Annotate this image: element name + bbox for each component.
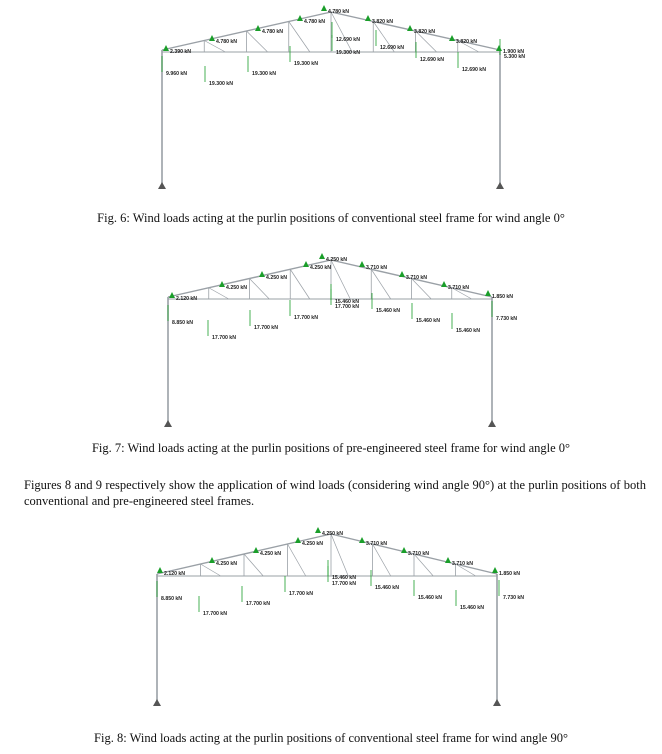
load-label: 5.300 kN xyxy=(504,54,526,60)
right-support-icon xyxy=(496,182,504,189)
load-arrow-up-icon xyxy=(492,567,498,573)
load-label: 15.460 kN xyxy=(456,328,480,334)
load-arrow-up-icon xyxy=(401,547,407,553)
load-label: 2.120 kN xyxy=(164,571,186,577)
load-label: 19.300 kN xyxy=(336,50,360,56)
load-label: 4.250 kN xyxy=(310,265,332,271)
load-5 xyxy=(248,56,276,77)
web-diagonal xyxy=(331,12,352,52)
web-diagonal xyxy=(373,544,391,576)
load-12 xyxy=(376,30,404,51)
load-label: 3.710 kN xyxy=(448,285,470,291)
load-15 xyxy=(441,281,469,291)
web-diagonal xyxy=(331,534,348,576)
web-diagonal xyxy=(250,279,270,300)
load-1 xyxy=(157,581,182,602)
web-diagonal xyxy=(412,279,432,300)
load-14 xyxy=(412,303,440,324)
load-arrow-up-icon xyxy=(485,290,491,296)
fig7-caption: Fig. 7: Wind loads acting at the purlin positions of pre-engineered steel frame for wind angle 0° xyxy=(91,441,571,455)
load-label: 7.730 kN xyxy=(496,316,518,322)
load-label: 4.250 kN xyxy=(260,551,282,557)
load-label: 4.250 kN xyxy=(326,257,348,263)
load-label: 2.390 kN xyxy=(170,49,192,55)
load-label: 8.850 kN xyxy=(161,596,183,602)
load-label: 4.780 kN xyxy=(304,19,326,25)
load-label: 3.710 kN xyxy=(406,275,428,281)
fig8-caption: Fig. 8: Wind loads acting at the purlin positions of conventional steel frame for wind angle 90° xyxy=(94,731,568,745)
load-arrow-up-icon xyxy=(157,567,163,573)
web-diagonal xyxy=(331,260,350,299)
web-diagonal xyxy=(244,554,263,576)
load-label: 17.700 kN xyxy=(294,315,318,321)
right-support-icon xyxy=(488,420,496,427)
figure-6 xyxy=(0,0,662,200)
load-label: 7.730 kN xyxy=(503,595,525,601)
load-arrow-up-icon xyxy=(407,25,413,31)
load-9 xyxy=(328,560,356,581)
load-16 xyxy=(456,590,484,611)
load-11 xyxy=(359,537,387,547)
load-arrow-up-icon xyxy=(359,261,365,267)
load-arrow-up-icon xyxy=(209,557,215,563)
load-label: 15.460 kN xyxy=(418,595,442,601)
load-arrow-up-icon xyxy=(303,261,309,267)
load-label: 12.690 kN xyxy=(380,45,404,51)
load-label: 15.460 kN xyxy=(332,575,356,581)
load-label: 17.700 kN xyxy=(203,611,227,617)
load-7 xyxy=(290,300,318,321)
load-18 xyxy=(492,301,517,322)
load-label: 15.460 kN xyxy=(416,318,440,324)
load-11 xyxy=(359,261,387,271)
svg-fig7-frame xyxy=(164,260,496,427)
load-label: 3.710 kN xyxy=(452,561,474,567)
load-3 xyxy=(208,320,236,341)
load-16 xyxy=(452,313,480,334)
load-label: 4.250 kN xyxy=(216,561,238,567)
load-3 xyxy=(199,596,227,617)
load-label: 2.120 kN xyxy=(176,296,198,302)
load-label: 8.850 kN xyxy=(172,320,194,326)
fig6-caption: Fig. 6: Wind loads acting at the purlin positions of conventional steel frame for wind angle 0° xyxy=(97,211,565,225)
load-label: 3.820 kN xyxy=(414,29,436,35)
load-label: 3.710 kN xyxy=(366,541,388,547)
body-paragraph: Figures 8 and 9 respectively show the application of wind loads (considering wind angle 90°) at the purlin positions of both conventional and pre-engineered steel frames. xyxy=(24,478,646,508)
load-arrow-up-icon xyxy=(359,537,365,543)
load-7 xyxy=(290,46,318,67)
load-arrow-up-icon xyxy=(441,281,447,287)
load-label: 17.700 kN xyxy=(289,591,313,597)
load-1 xyxy=(168,305,193,326)
load-9 xyxy=(332,22,360,43)
load-label: 3.820 kN xyxy=(372,19,394,25)
load-label: 4.250 kN xyxy=(226,285,248,291)
load-label: 17.700 kN xyxy=(246,601,270,607)
load-label: 1.850 kN xyxy=(499,571,521,577)
load-arrow-up-icon xyxy=(449,35,455,41)
load-1 xyxy=(162,56,187,77)
load-12 xyxy=(372,293,400,314)
load-15 xyxy=(449,35,477,45)
load-13 xyxy=(401,547,429,557)
fig8-frame-diagram xyxy=(0,522,662,717)
load-12 xyxy=(371,570,399,591)
load-label: 15.460 kN xyxy=(376,308,400,314)
load-label: 17.700 kN xyxy=(254,325,278,331)
load-8 xyxy=(315,527,343,537)
web-diagonal xyxy=(289,22,310,53)
load-label: 12.690 kN xyxy=(462,67,486,73)
load-arrow-up-icon xyxy=(319,253,325,259)
load-11 xyxy=(365,15,393,25)
left-support-icon xyxy=(153,699,161,706)
load-5 xyxy=(250,310,278,331)
load-label: 12.690 kN xyxy=(420,57,444,63)
load-label: 4.780 kN xyxy=(262,29,284,35)
load-label: 4.780 kN xyxy=(328,9,350,15)
load-13 xyxy=(399,271,427,281)
figure-7 xyxy=(0,246,662,436)
load-arrow-up-icon xyxy=(259,271,265,277)
left-support-icon xyxy=(158,182,166,189)
load-15 xyxy=(445,557,473,567)
load-arrow-up-icon xyxy=(365,15,371,21)
load-18 xyxy=(499,580,524,601)
figure-8 xyxy=(0,522,662,717)
left-support-icon xyxy=(164,420,172,427)
load-label: 3.710 kN xyxy=(408,551,430,557)
load-16 xyxy=(458,52,486,73)
load-label: 4.250 kN xyxy=(266,275,288,281)
load-label: 15.460 kN xyxy=(335,299,359,305)
load-label: 12.690 kN xyxy=(336,37,360,43)
load-arrow-up-icon xyxy=(399,271,405,277)
load-label: 15.460 kN xyxy=(375,585,399,591)
load-label: 17.700 kN xyxy=(212,335,236,341)
fig7-frame-diagram xyxy=(0,246,662,436)
load-arrow-up-icon xyxy=(295,537,301,543)
load-label: 19.300 kN xyxy=(209,81,233,87)
load-label: 9.960 kN xyxy=(166,71,188,77)
load-arrow-up-icon xyxy=(315,527,321,533)
load-label: 4.250 kN xyxy=(302,541,324,547)
right-support-icon xyxy=(493,699,501,706)
load-3 xyxy=(205,66,233,87)
load-label: 1.850 kN xyxy=(492,294,514,300)
web-diagonal xyxy=(290,269,310,299)
load-label: 17.700 kN xyxy=(332,581,356,587)
web-diagonal xyxy=(288,544,306,576)
load-13 xyxy=(407,25,435,35)
load-arrow-up-icon xyxy=(496,45,502,51)
load-label: 19.300 kN xyxy=(294,61,318,67)
load-7 xyxy=(285,576,313,597)
load-arrow-up-icon xyxy=(321,5,327,11)
fig6-frame-diagram xyxy=(0,0,662,200)
load-5 xyxy=(242,586,270,607)
load-label: 19.300 kN xyxy=(252,71,276,77)
load-label: 4.780 kN xyxy=(216,39,238,45)
load-label: 1.900 kN xyxy=(503,49,525,55)
load-label: 15.460 kN xyxy=(460,605,484,611)
load-arrow-up-icon xyxy=(445,557,451,563)
load-14 xyxy=(414,580,442,601)
load-9 xyxy=(331,284,359,305)
load-label: 3.710 kN xyxy=(366,265,388,271)
load-label: 17.700 kN xyxy=(335,304,359,310)
load-label: 3.820 kN xyxy=(456,39,478,45)
load-label: 4.250 kN xyxy=(322,531,344,537)
load-arrow-up-icon xyxy=(253,547,259,553)
